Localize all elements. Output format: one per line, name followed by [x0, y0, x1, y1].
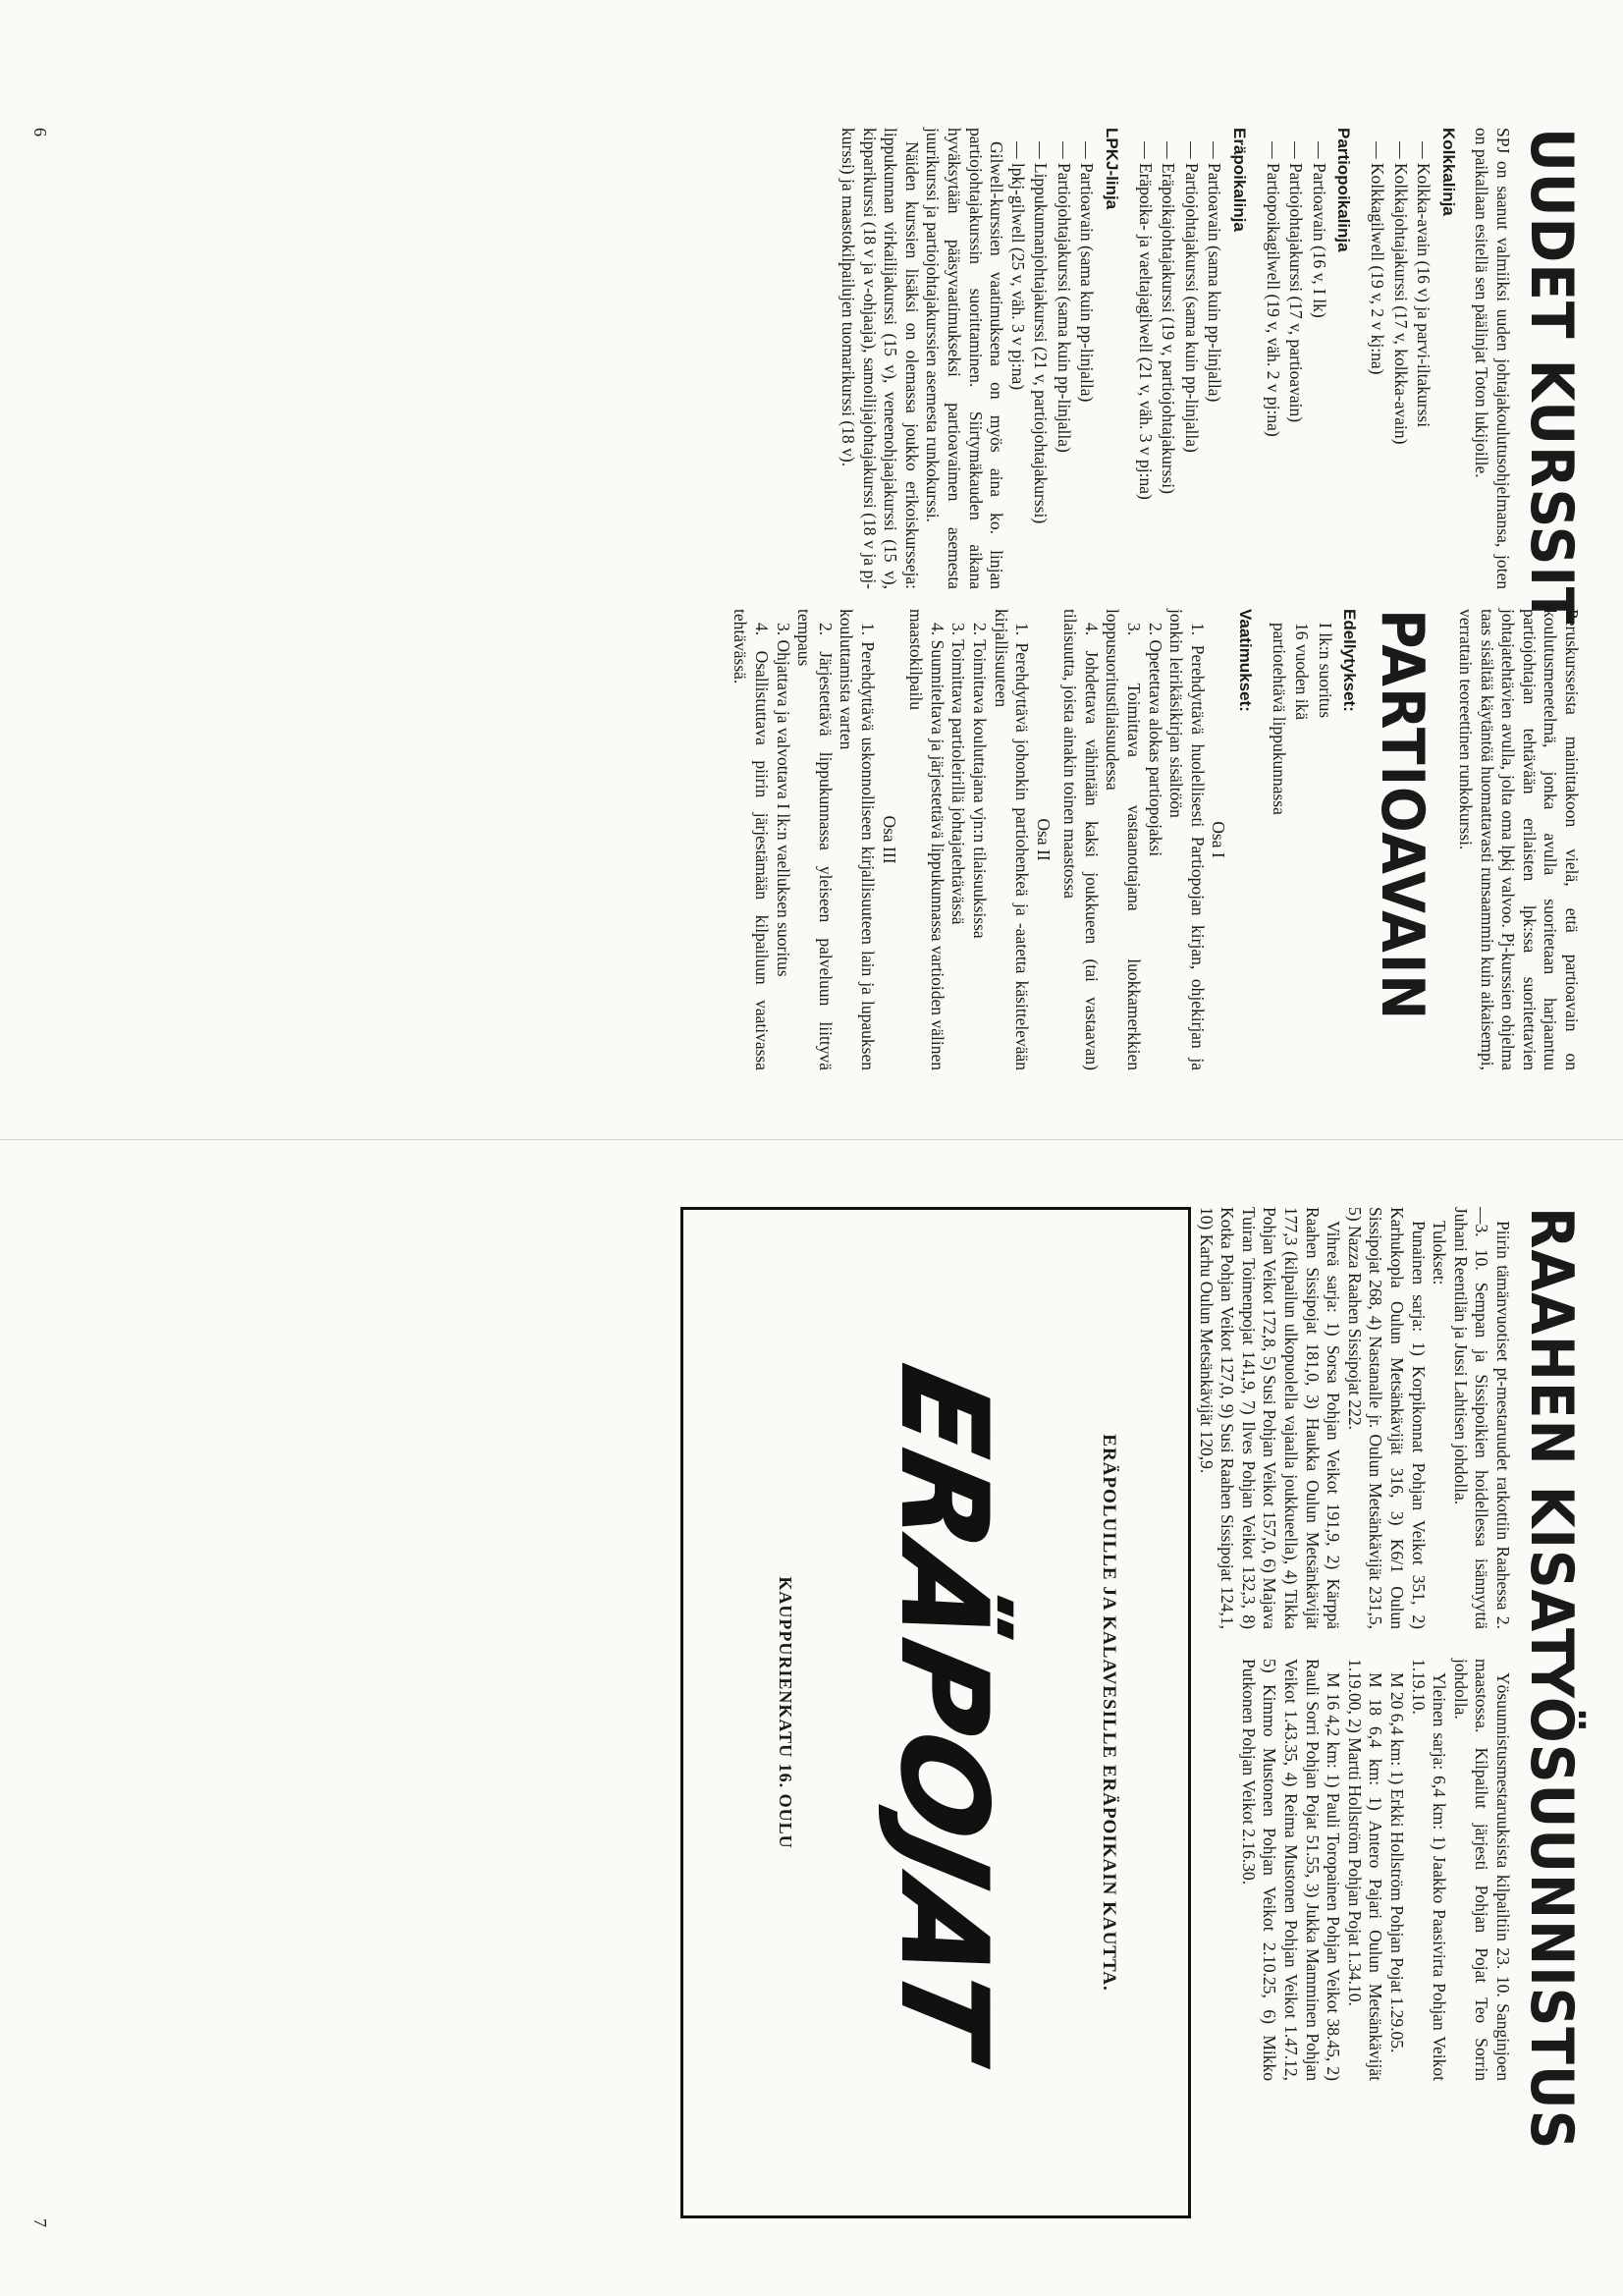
- eräpoikalinja-heading: Eräpoikalinja: [1230, 128, 1250, 232]
- vaatimus-item: 1. Perehdyttävä huolellisesti Partiopojan kirjan, ohjekirjan ja jonkin leirikäsikirjan sisältöön: [1166, 609, 1208, 1070]
- tulokset-label: Tulokset:: [1430, 1221, 1450, 1285]
- kolkkalinja-item: — Kolkkajohtajakurssi (17 v, kolkka-avain): [1390, 141, 1411, 445]
- yosuunnistus-title: YÖSUUNNISTUS: [1517, 1659, 1586, 2151]
- osa-label: Osa II: [1033, 818, 1054, 861]
- advert-slogan: ERÄPOLUILLE JA KALAVESILLE ERÄPOIKAIN KAUTTA.: [1099, 1434, 1119, 1992]
- advert-address: KAUPPURIENKATU 16. OULU: [776, 1576, 795, 1849]
- vaatimus-item: 3. Ohjattava ja valvottava I lk:n vaelluksen suoritus: [773, 623, 793, 977]
- eräpojat-logo-text: ERÄPOJAT: [875, 1355, 1011, 2070]
- raahen-kisat-title: RAAHEN KISAT: [1517, 1207, 1586, 1667]
- edellytys-item: partiotehtävä lippukunnassa: [1269, 623, 1289, 815]
- partioavain-intro: Peruskursseista mainittakoon vielä, että partioavain on koulutusmenetelmä, jonka avulla suoritetaan harjaantuu partiojohtajan tehtävään erilaisten lpk:ssa suoritettavien johtajatehtävien avulla, jolta oma lpkj valvoo. Pj-kurssien ohjelma taas sisältää käytäntöä huomattavasti runsaammin kuin aikaisempi, verrattain teoreettinen runkokurssi.: [1456, 609, 1582, 1070]
- vaatimus-item: 4. Suunniteltava ja järjestettävä lippukunnassa vartioiden välinen maastokilpailu: [906, 609, 947, 1070]
- partiopoikalinja-heading: Partiopoikalinja: [1334, 128, 1354, 252]
- vaatimus-item: 2. Toimittava kouluttajana vjn:n tilaisuuksissa: [969, 623, 990, 939]
- lpkj-linja-paragraph: Näiden kurssien lisäksi on olemassa joukko erikoiskursseja: lippukunnan virkailijakurssi (15 v), veneenohjaajakurssi (15 v), kipparikurssi (18 v ja v-ohjaaja), samoilijajohtajakurssi (18 v ja pj-kurssi) ja maastokilpailujen tuomarikurssi (18 v).: [838, 128, 922, 589]
- vaatimus-item: 1. Perehdyttävä uskonnolliseen kirjallisuuteen lain ja lupauksen kouluttamista varten: [837, 609, 878, 1070]
- eräpoikalinja-item: — Partioavain (sama kuin pp-linjalla): [1205, 141, 1225, 403]
- uudet-kurssit-column: [837, 128, 1586, 626]
- page-number: 7: [30, 2218, 50, 2227]
- vaatimukset-heading: Vaatimukset:: [1236, 609, 1256, 712]
- partiopoikalinja-item: — Partiojohtajakurssi (17 v, partioavain): [1286, 141, 1307, 423]
- page-number: 6: [30, 128, 50, 137]
- lpkj-linja-paragraph: Gilwell-kurssien vaatimuksena on myös aina ko. linjan partiojohtajakurssin suorittaminen. Siirtymäkauden aikana hyväksytään pääsyvaatimukseksi partioavaimen asemesta juurikurssi ja partiojohtajakurssien asemesta runkokurssi.: [923, 128, 1007, 589]
- eräpoikalinja-item: — Eräpoika- ja vaeltajagilwell (21 v, väh. 3 v pj:na): [1135, 141, 1156, 500]
- partiopoikalinja-item: — Partiopoikagilwell (19 v, väh. 2 v pj:na): [1263, 141, 1283, 437]
- vaatimus-item: 2. Järjestettävä lippukunnassa yleiseen palveluun liittyvä tempaus: [794, 609, 836, 1070]
- yosuunnistus-column: [1237, 1659, 1586, 2151]
- vaatimus-item: 3. Toimittava partioleirillä johtajatehtävässä: [948, 623, 969, 925]
- lpkj-linja-item: — lpkj-gilwell (25 v, väh. 3 v pj:na): [1007, 141, 1028, 391]
- vaatimus-item: 3. Toimittava vastaanottajana luokkamerkkien loppusuoritustilaisuudessa: [1103, 609, 1145, 1070]
- vaatimus-item: 1. Perehdyttävä johonkin partiohenkeä ja -aatetta käsittelevään kirjallisuuteen: [991, 609, 1033, 1070]
- page-7: [0, 1148, 1623, 2296]
- edellytykset-heading: Edellytykset:: [1340, 609, 1360, 712]
- yosuunnistus-paragraph: M 18 6,4 km: 1) Antero Pajari Oulun Metsänkävijät 1.19.00, 2) Martti Hollström Pohjan Pojat 1.34.10.: [1344, 1659, 1386, 2081]
- edellytys-item: 16 vuoden ikä: [1292, 623, 1313, 721]
- partioavain-column: [730, 609, 1582, 1070]
- raahen-kisat-paragraph: Punainen sarja: 1) Korpikonnat Pohjan Veikot 351, 2) Karhukopla Oulun Metsänkävijät 316, 3) K6/1 Oulun Sissipojat 268, 4) Nastanalle jr. Oulun Metsänkävijät 231,5, 5) Nazza Raahen Sissipojat 222.: [1344, 1207, 1429, 1629]
- lpkj-linja-item: — Partioavain (sama kuin pp-linjalla): [1077, 141, 1098, 403]
- raahen-kisat-intro: Piirin tämänvuotiset pt-mestaruudet ratkottiin Raahessa 2.—3. 10. Sempan ja Sissipoikien hoidellessa isännyyttä Juhani Reentilän ja Jussi Lahtisen johdolla.: [1450, 1207, 1513, 1629]
- osa-label: Osa I: [1209, 821, 1229, 858]
- osa-label: Osa III: [879, 815, 899, 864]
- raahen-kisat-column: [1195, 1207, 1586, 1667]
- edellytys-item: I lk:n suoritus: [1315, 623, 1335, 719]
- kolkkalinja-item: — Kolkkagilwell (19 v, 2 v kj:na): [1368, 141, 1388, 375]
- kolkkalinja-heading: Kolkkalinja: [1438, 128, 1458, 216]
- yosuunnistus-paragraph: M 16 4,2 km: 1) Pauli Toropainen Pohjan Veikot 38.45, 2) Rauli Sorri Pohjan Pojat 51.55, 3) Jukka Mamminen Pohjan Veikot 1.43.35, 4) Reima Mustonen Pohjan Veikot 1.47.12, 5) Kimmo Mustonen Pohjan Veikot 2.10.25, 6) Mikko Putkonen Pohjan Veikot 2.16.30.: [1238, 1659, 1344, 2081]
- yosuunnistus-paragraph: M 20 6,4 km: 1) Erkki Hollström Pohjan Pojat 1.29.05.: [1387, 1672, 1408, 2053]
- vaatimus-item: 4. Johdettava vähintään kaksi joukkueen (tai vastaavan) tilaisuutta, joista ainakin toinen maastossa: [1060, 609, 1102, 1070]
- vaatimus-item: 4. Osallistuttava piirin järjestämään kilpailuun vaativassa tehtävässä.: [730, 609, 772, 1070]
- kolkkalinja-item: — Kolkka-avain (16 v) ja parvi-iltakurssi: [1414, 141, 1434, 428]
- raahen-kisat-paragraph: Vihreä sarja: 1) Sorsa Pohjan Veikot 191,9, 2) Kärppä Raahen Sissipojat 181,0, 3) Haukka Oulun Metsänkävijät 177,3 (kilpailun ulkopuolella vajaalla joukkueella), 4) Tikka Pohjan Veikot 172,8, 5) Susi Pohjan Veikot 157,0, 6) Majava Tuiran Toimenpojat 141,9, 7) Ilves Pohjan Veikot 132,3, 8) Kotka Pohjan Veikot 127,0, 9) Susi Raahen Sissipojat 124,1, 10) Karhu Oulun Metsänkävijät 120,9.: [1196, 1207, 1344, 1629]
- yosuunnistus-intro: Yösuunnistusmestaruuksista kilpailtiin 23. 10. Sanginjoen maastossa. Kilpailut järjesti Pohjan Pojat Teo Sorrin johdolla.: [1450, 1659, 1513, 2081]
- partioavain-title: PARTIOAVAIN: [1368, 609, 1437, 1021]
- uudet-kurssit-title: UUDET KURSSIT: [1517, 128, 1586, 626]
- eräpoikalinja-item: — Eräpoikajohtajakurssi (19 v, partiojohtajakurssi): [1159, 141, 1179, 494]
- lpkj-linja-heading: LPKJ-linja: [1103, 128, 1122, 210]
- eräpojat-logo: [875, 1210, 1011, 2215]
- partiopoikalinja-item: — Partioavain (16 v, I lk): [1309, 141, 1329, 318]
- lpkj-linja-item: — Lippukunnanjohtajakurssi (21 v, partiojohtajakurssi): [1031, 141, 1052, 524]
- vaatimus-item: 2. Opetettava alokas partiopojaksi: [1145, 623, 1165, 857]
- uudet-kurssit-intro: SPJ on saanut valmiiksi uuden johtajakoulutusohjelmansa, joten on paikallaan esitellä sen päälinjat Toton lukijoille.: [1472, 128, 1513, 589]
- lpkj-linja-item: — Partiojohtajakurssi (sama kuin pp-linjalla): [1054, 141, 1074, 453]
- eräpoikalinja-item: — Partiojohtajakurssi (sama kuin pp-linjalla): [1181, 141, 1202, 453]
- eräpojat-advert: [680, 1207, 1191, 2218]
- yosuunnistus-paragraph: Yleinen sarja: 6,4 km: 1) Jaakko Paasivirta Pohjan Veikot 1.19.10.: [1408, 1659, 1450, 2081]
